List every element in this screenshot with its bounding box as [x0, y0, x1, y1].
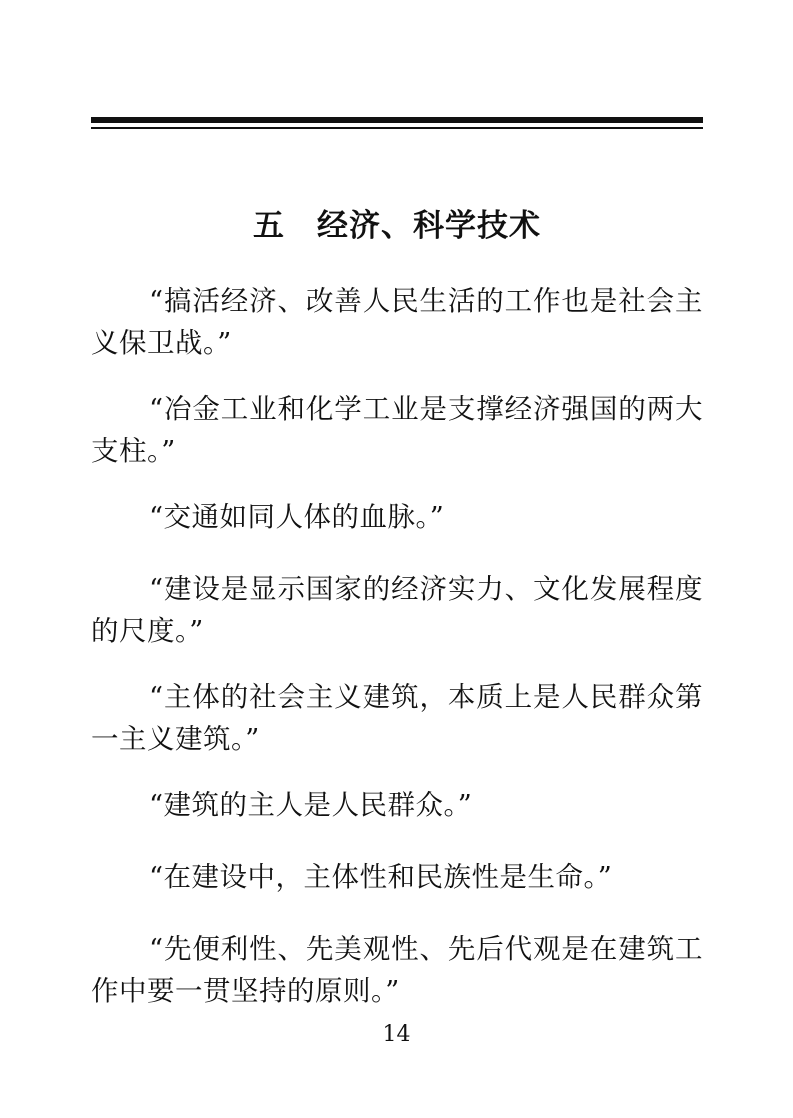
quote-paragraph: “主体的社会主义建筑，本质上是人民群众第一主义建筑。” — [91, 681, 703, 755]
page-number: 14 — [382, 1022, 411, 1047]
quote-paragraph: “搞活经济、改善人民生活的工作也是社会主义保卫战。” — [91, 285, 703, 359]
quote-paragraph: “交通如同人体的血脉。” — [149, 501, 445, 533]
quote-paragraph: “建筑的主人是人民群众。” — [149, 789, 473, 821]
header-rule-thin — [91, 127, 703, 129]
quote-paragraph: “在建设中，主体性和民族性是生命。” — [149, 861, 613, 893]
quote-paragraph: “冶金工业和化学工业是支撑经济强国的两大支柱。” — [91, 393, 703, 467]
section-heading: 五 经济、科学技术 — [253, 208, 541, 244]
quote-paragraph: “建设是显示国家的经济实力、文化发展程度的尺度。” — [91, 573, 703, 647]
quote-paragraph: “先便利性、先美观性、先后代观是在建筑工作中要一贯坚持的原则。” — [91, 933, 703, 1007]
header-rule-thick — [91, 117, 703, 123]
